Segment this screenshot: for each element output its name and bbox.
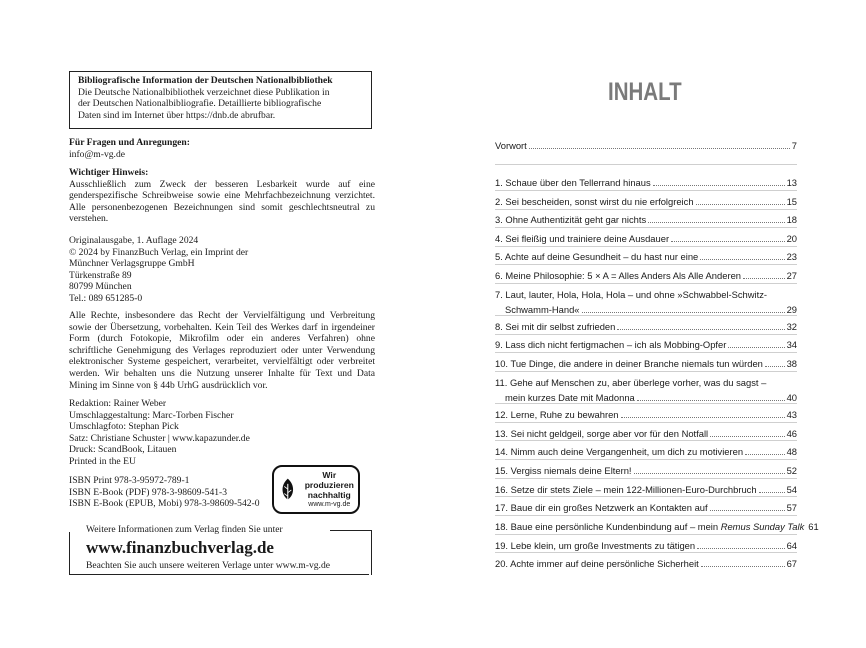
toc-divider	[495, 534, 797, 535]
bib-line: Die Deutsche Nationalbibliothek verzeichnet diese Publikation in	[78, 86, 330, 98]
toc-divider	[495, 552, 797, 553]
toc-divider	[495, 227, 797, 228]
toc-entry[interactable]: 9. Lass dich nicht fertigmachen – ich als Mobbing-Opfer 34	[495, 339, 797, 350]
badge-line2: nachhaltig	[307, 489, 351, 500]
toc-divider	[495, 264, 797, 265]
toc-entry[interactable]: 3. Ohne Authentizität geht gar nichts 18	[495, 214, 797, 225]
toc-entry[interactable]: 15. Vergiss niemals deine Eltern! 52	[495, 465, 797, 476]
toc-entry[interactable]: 20. Achte immer auf deine persönliche Sicherheit 67	[495, 558, 797, 569]
isbn-line: ISBN Print 978-3-95972-789-1	[69, 475, 190, 486]
badge-line1: Wir produzieren	[304, 469, 354, 490]
toc-entry[interactable]: 18. Baue eine persönliche Kundenbindung auf – mein Remus Sunday Talk 61	[495, 521, 819, 532]
toc-divider	[495, 209, 797, 210]
publisher-line: 80799 München	[69, 281, 132, 293]
bib-line: Daten sind im Internet über https://dnb.de abrufbar.	[78, 109, 276, 121]
isbn-line: ISBN E-Book (EPUB, Mobi) 978-3-98609-542-0	[69, 498, 260, 510]
toc-entry[interactable]: 12. Lerne, Ruhe zu bewahren 43	[495, 409, 797, 420]
publisher-block	[69, 235, 375, 305]
toc-divider	[495, 478, 797, 479]
credit-line: Satz: Christiane Schuster | www.kapazunder.de	[69, 432, 250, 444]
toc-entry[interactable]: 17. Baue dir ein großes Netzwerk an Kontakten auf 57	[495, 502, 797, 513]
notice-heading: Wichtiger Hinweis:	[69, 167, 149, 178]
toc-entry[interactable]: 6. Meine Philosophie: 5 × A = Alles Anders Als Alle Anderen 27	[495, 270, 797, 281]
isbn-line: ISBN E-Book (PDF) 978-3-98609-541-3	[69, 486, 228, 498]
toc-entry[interactable]: 1. Schaue über den Tellerrand hinaus 13	[495, 177, 797, 188]
credits-block	[69, 398, 375, 468]
toc-divider	[495, 352, 797, 353]
toc-title: INHALT	[608, 78, 682, 106]
web-more: Beachten Sie auch unsere weiteren Verlage unter www.m-vg.de	[86, 560, 331, 571]
toc-divider	[495, 164, 797, 165]
badge-line3: www.m-vg.de	[308, 500, 351, 508]
toc-entry[interactable]: 7. Laut, lauter, Hola, Hola, Hola – und ohne »Schwabbel-Schwitz- Schwamm-Hand« 29	[495, 289, 797, 315]
toc-entry[interactable]: 8. Sei mit dir selbst zufrieden 32	[495, 321, 797, 332]
bib-title: Bibliografische Information der Deutschen Nationalbibliothek	[78, 75, 333, 86]
toc-divider	[495, 334, 797, 335]
toc-entry[interactable]: Vorwort 7	[495, 140, 797, 151]
toc-divider	[495, 515, 797, 516]
toc-entry[interactable]: 19. Lebe klein, um große Investments zu tätigen 64	[495, 540, 797, 551]
contact-block	[69, 137, 375, 160]
toc-entry[interactable]: 5. Achte auf deine Gesundheit – du hast nur eine 23	[495, 251, 797, 262]
toc-divider	[495, 246, 797, 247]
leaf-icon	[279, 475, 297, 505]
publisher-url-link[interactable]: www.finanzbuchverlag.de	[86, 538, 274, 557]
credit-line: Umschlaggestaltung: Marc-Torben Fischer	[69, 409, 234, 421]
credit-line: Umschlagfoto: Stephan Pick	[69, 421, 179, 433]
contact-heading: Für Fragen und Anregungen:	[69, 137, 190, 148]
toc-entry[interactable]: 10. Tue Dinge, die andere in deiner Branche niemals tun würden 38	[495, 358, 797, 369]
toc-italic-title: Remus Sunday Talk	[720, 521, 805, 532]
toc-divider	[495, 496, 797, 497]
credit-line: Druck: ScandBook, Litauen	[69, 444, 177, 456]
toc-divider	[495, 440, 797, 441]
credit-line: Printed in the EU	[69, 455, 136, 467]
publisher-line: Originalausgabe, 1. Auflage 2024	[69, 235, 199, 246]
publisher-line: Tel.: 089 651285-0	[69, 292, 143, 304]
toc-divider	[495, 371, 797, 372]
contact-email[interactable]: info@m-vg.de	[69, 148, 125, 160]
toc-divider	[495, 315, 797, 316]
publisher-line: © 2024 by FinanzBuch Verlag, ein Imprint der	[69, 246, 249, 258]
notice-block	[69, 167, 375, 225]
bibliographic-info-box	[69, 71, 372, 129]
toc-entry[interactable]: 13. Sei nicht geldgeil, sorge aber vor für den Notfall 46	[495, 428, 797, 439]
rights-block	[69, 310, 375, 391]
toc-divider	[495, 190, 797, 191]
publisher-line: Münchner Verlagsgruppe GmbH	[69, 258, 195, 270]
bib-line: der Deutschen Nationalbibliografie. Detaillierte bibliografische	[78, 98, 322, 110]
rights-text: Alle Rechte, insbesondere das Recht der Vervielfältigung und Verbreitung sowie der Übersetzung, vorbehalten. Kein Teil des Werkes darf in irgendeiner Form (durch Fotokopie, Mikrofilm oder ein anderes Verfahren) ohne schriftliche Genehmigung des Verlages reproduziert oder unter Verwendung elektronischer Systeme gespeichert, verarbeitet, vervielfältigt oder verbreitet werden. Wir behalten uns die Nutzung unserer Inhalte für Text und Data Mining im Sinne von § 44b UrhG ausdrücklich vor.	[69, 310, 375, 391]
toc-entry[interactable]: 16. Setze dir stets Ziele – mein 122-Millionen-Euro-Durchbruch 54	[495, 484, 797, 495]
web-info: Weitere Informationen zum Verlag finden Sie unter	[86, 524, 283, 535]
toc-entry[interactable]: 11. Gehe auf Menschen zu, aber überlege vorher, was du sagst – mein kurzes Date mit Madonna 40	[495, 377, 797, 403]
toc-divider	[495, 283, 797, 284]
toc-entry[interactable]: 14. Nimm auch deine Vergangenheit, um dich zu motivieren 48	[495, 446, 797, 457]
sustainability-badge	[272, 465, 360, 514]
credit-line: Redaktion: Rainer Weber	[69, 398, 167, 409]
toc-divider	[495, 422, 797, 423]
toc-entry[interactable]: 4. Sei fleißig und trainiere deine Ausdauer 20	[495, 233, 797, 244]
publisher-line: Türkenstraße 89	[69, 269, 132, 281]
toc-entry[interactable]: 2. Sei bescheiden, sonst wirst du nie erfolgreich 15	[495, 196, 797, 207]
toc-divider	[495, 403, 797, 404]
toc-divider	[495, 459, 797, 460]
publisher-web-box	[72, 524, 372, 574]
notice-text: Ausschließlich zum Zweck der besseren Lesbarkeit wurde auf eine genderspezifische Schreibweise sowie eine Mehrfachbezeichnung verzichtet. Alle personenbezogenen Bezeichnungen sind somit geschlechtsneutral zu verstehen.	[69, 178, 375, 225]
